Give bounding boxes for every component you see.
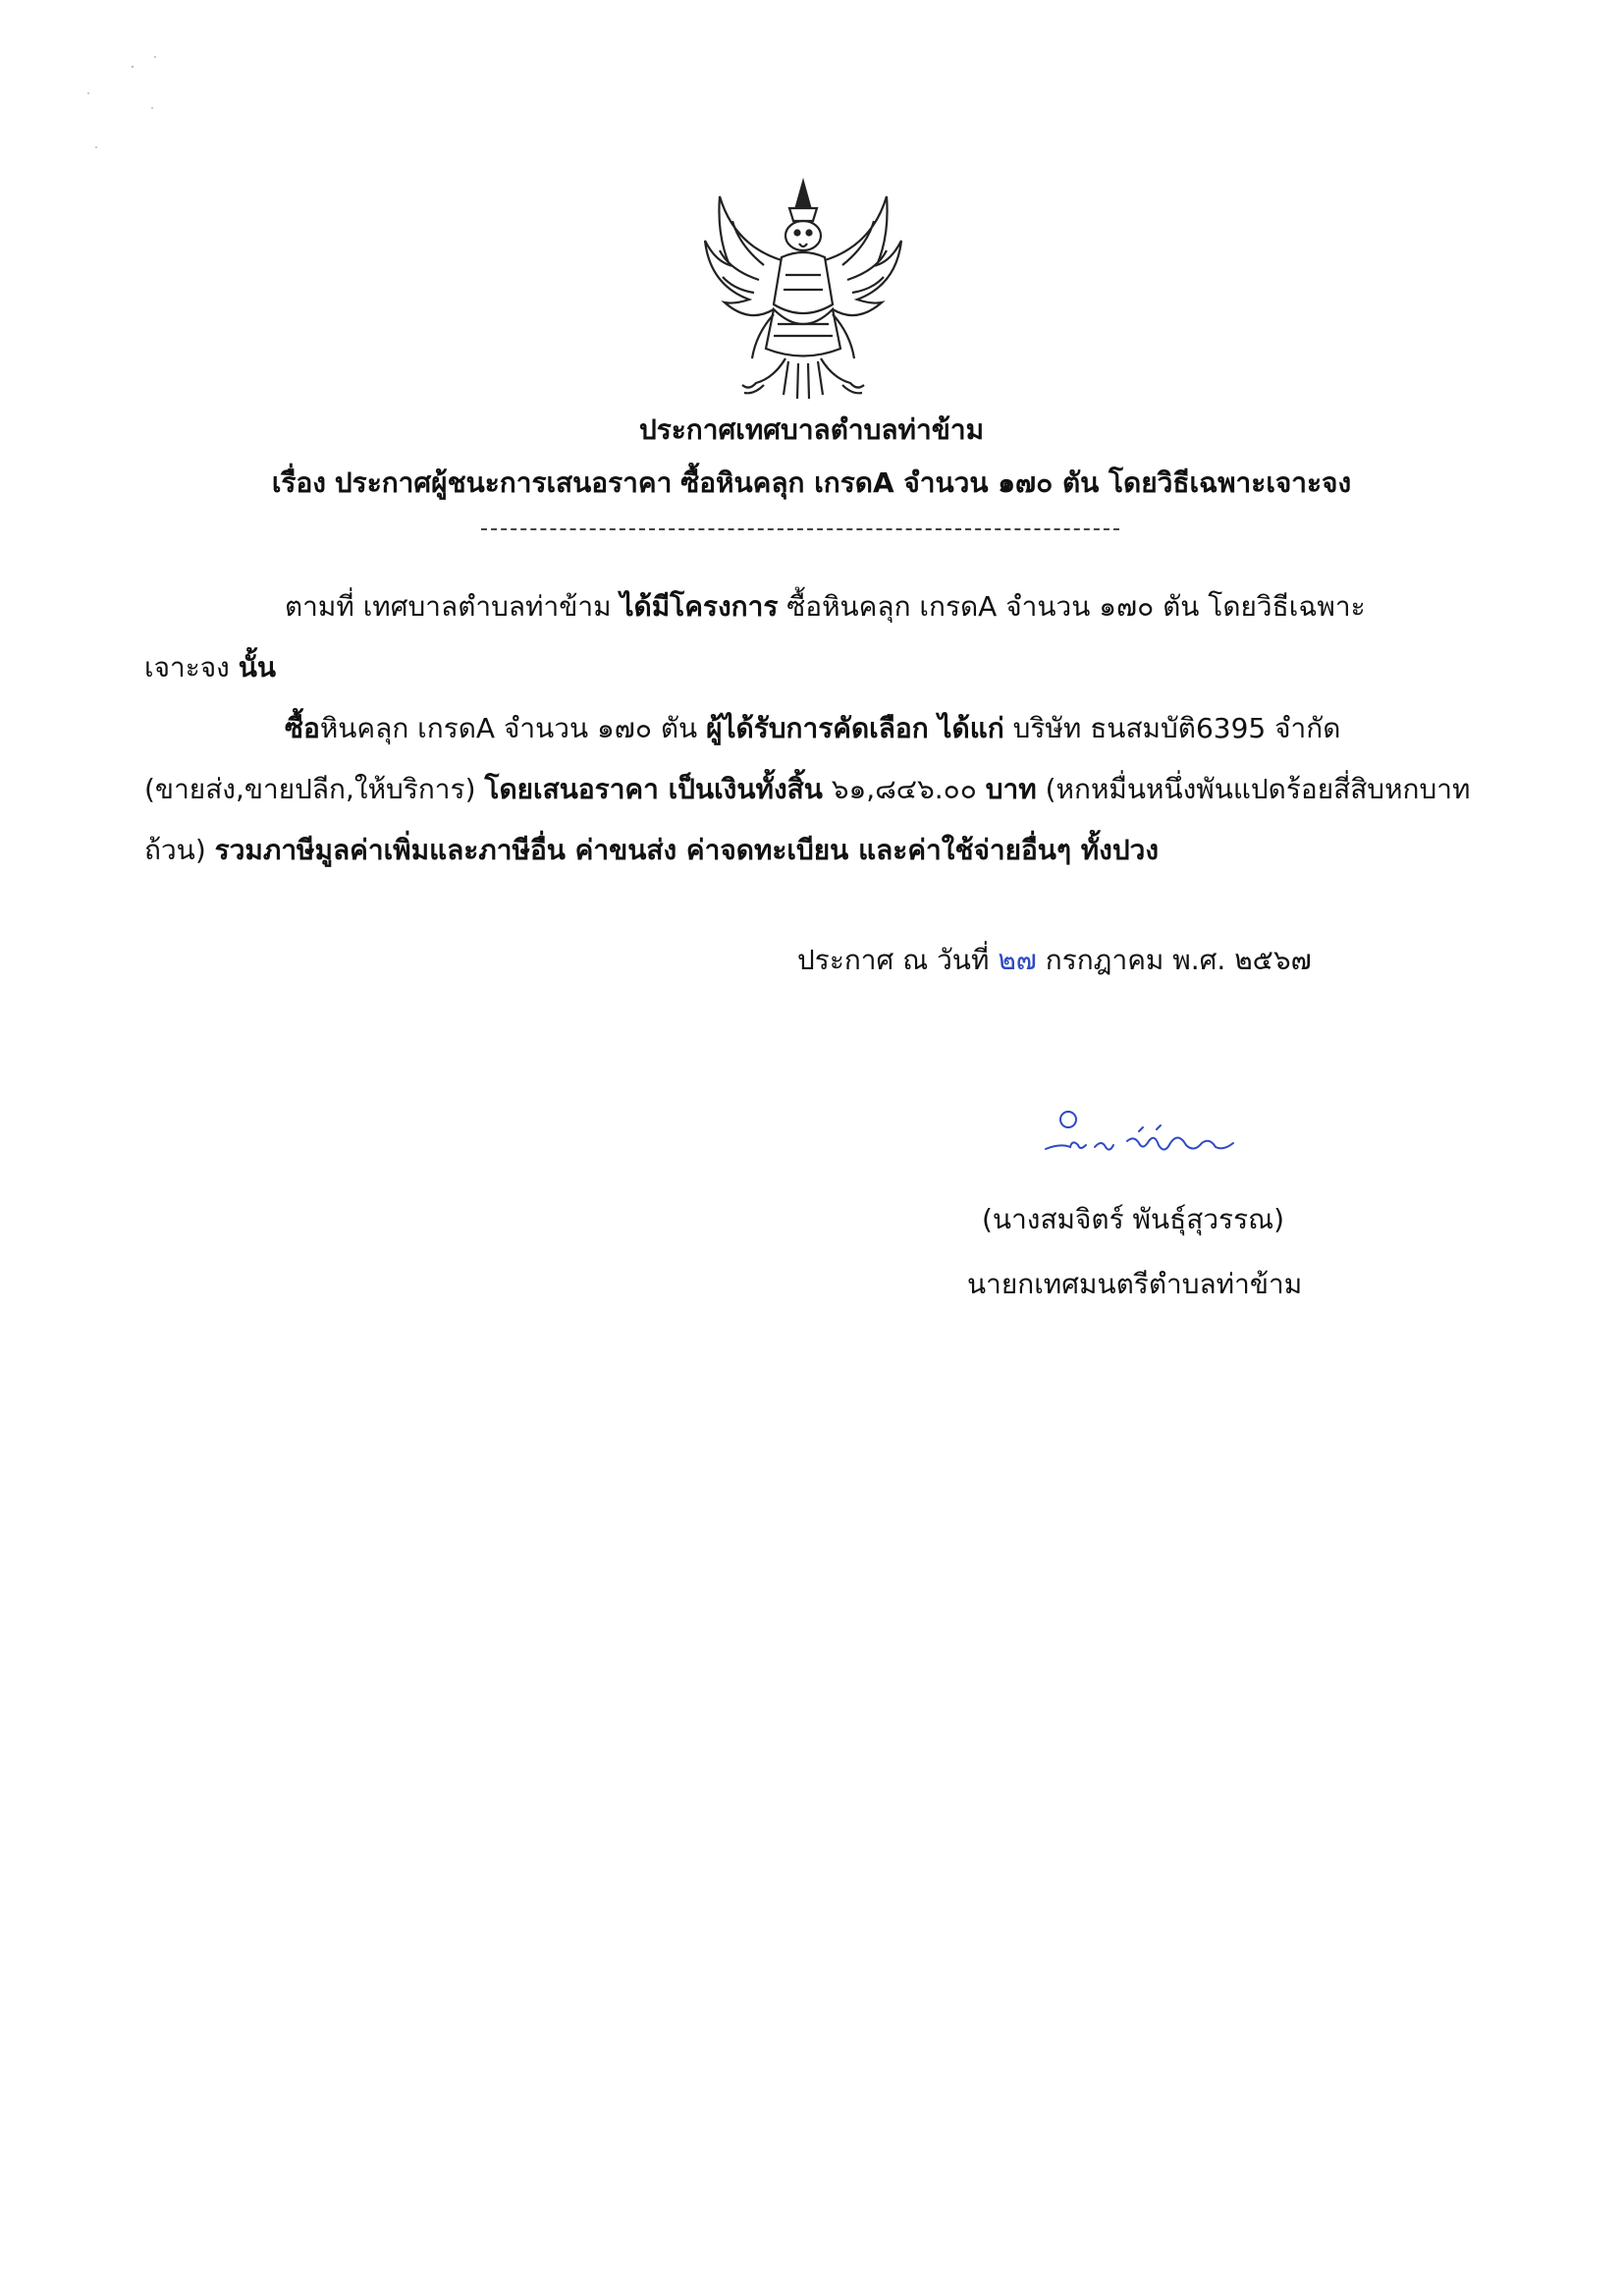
paragraph-2-line-1	[285, 709, 1340, 748]
garuda-emblem-icon	[695, 167, 911, 403]
document-title	[0, 410, 1623, 450]
signatory-position	[967, 1265, 1302, 1304]
p2-text-b: หินคลุก เกรดA จำนวน ๑๗๐ ตัน	[319, 712, 698, 744]
p2-text-a: ซื้อ	[285, 712, 320, 744]
date-month-year: กรกฎาคม พ.ศ. ๒๕๖๗	[1045, 944, 1312, 976]
paragraph-2-line-3	[144, 831, 1159, 870]
date-prefix: ประกาศ ณ วันที่	[797, 944, 990, 976]
p2-text-d: บริษัท ธนสมบัติ6395 จำกัด	[1012, 712, 1341, 744]
dashed-separator	[481, 528, 1119, 530]
subject-detail: ซื้อหินคลุก เกรดA จำนวน ๑๗๐ ตัน โดยวิธีเฉพาะเจาะจง	[680, 466, 1352, 499]
subject-heading: ประกาศผู้ชนะการเสนอราคา	[334, 466, 673, 499]
document-subject	[0, 464, 1623, 503]
p1-text-d: ซื้อหินคลุก เกรดA จำนวน ๑๗๐ ตัน โดยวิธีเฉพาะ	[786, 590, 1366, 623]
paragraph-2-line-2	[144, 770, 1470, 809]
p1-text-c: ได้มีโครงการ	[620, 590, 779, 623]
signatory-position-text: นายกเทศมนตรีตำบลท่าข้าม	[967, 1268, 1303, 1300]
p2-currency: บาท	[985, 773, 1037, 805]
handwritten-signature-icon	[1041, 1102, 1257, 1171]
p2-text-e: (ขายส่ง,ขายปลีก,ให้บริการ)	[144, 773, 476, 805]
p1-text-e: เจาะจง	[144, 651, 230, 683]
p2-amount: ๖๑,๘๔๖.๐๐	[831, 773, 977, 805]
paragraph-1-line-1	[285, 587, 1366, 627]
p2-text-g: ถ้วน)	[144, 834, 206, 866]
p1-text-f: นั้น	[238, 651, 277, 683]
p2-amount-words: (หกหมื่นหนึ่งพันแปดร้อยสี่สิบหกบาท	[1045, 773, 1471, 805]
p1-text-b: เทศบาลตำบลท่าข้าม	[362, 590, 612, 623]
subject-label: เรื่อง	[271, 466, 326, 499]
p2-text-h: รวมภาษีมูลค่าเพิ่มและภาษีอื่น ค่าขนส่ง ค่าจดทะเบียน และค่าใช้จ่ายอื่นๆ ทั้งปวง	[214, 834, 1160, 866]
organization-title: ประกาศเทศบาลตำบลท่าข้าม	[638, 413, 985, 446]
paragraph-1-line-2	[144, 648, 276, 687]
p1-text-a: ตามที่	[285, 590, 354, 623]
announcement-date	[797, 941, 1312, 980]
scan-specks	[79, 49, 167, 157]
signatory-name	[982, 1200, 1284, 1239]
date-day: ๒๗	[998, 944, 1037, 976]
signatory-name-text: (นางสมจิตร์ พันธุ์สุวรรณ)	[982, 1203, 1285, 1235]
p2-text-f: โดยเสนอราคา เป็นเงินทั้งสิ้น	[484, 773, 823, 805]
p2-text-c: ผู้ได้รับการคัดเลือก ได้แก่	[706, 712, 1004, 744]
